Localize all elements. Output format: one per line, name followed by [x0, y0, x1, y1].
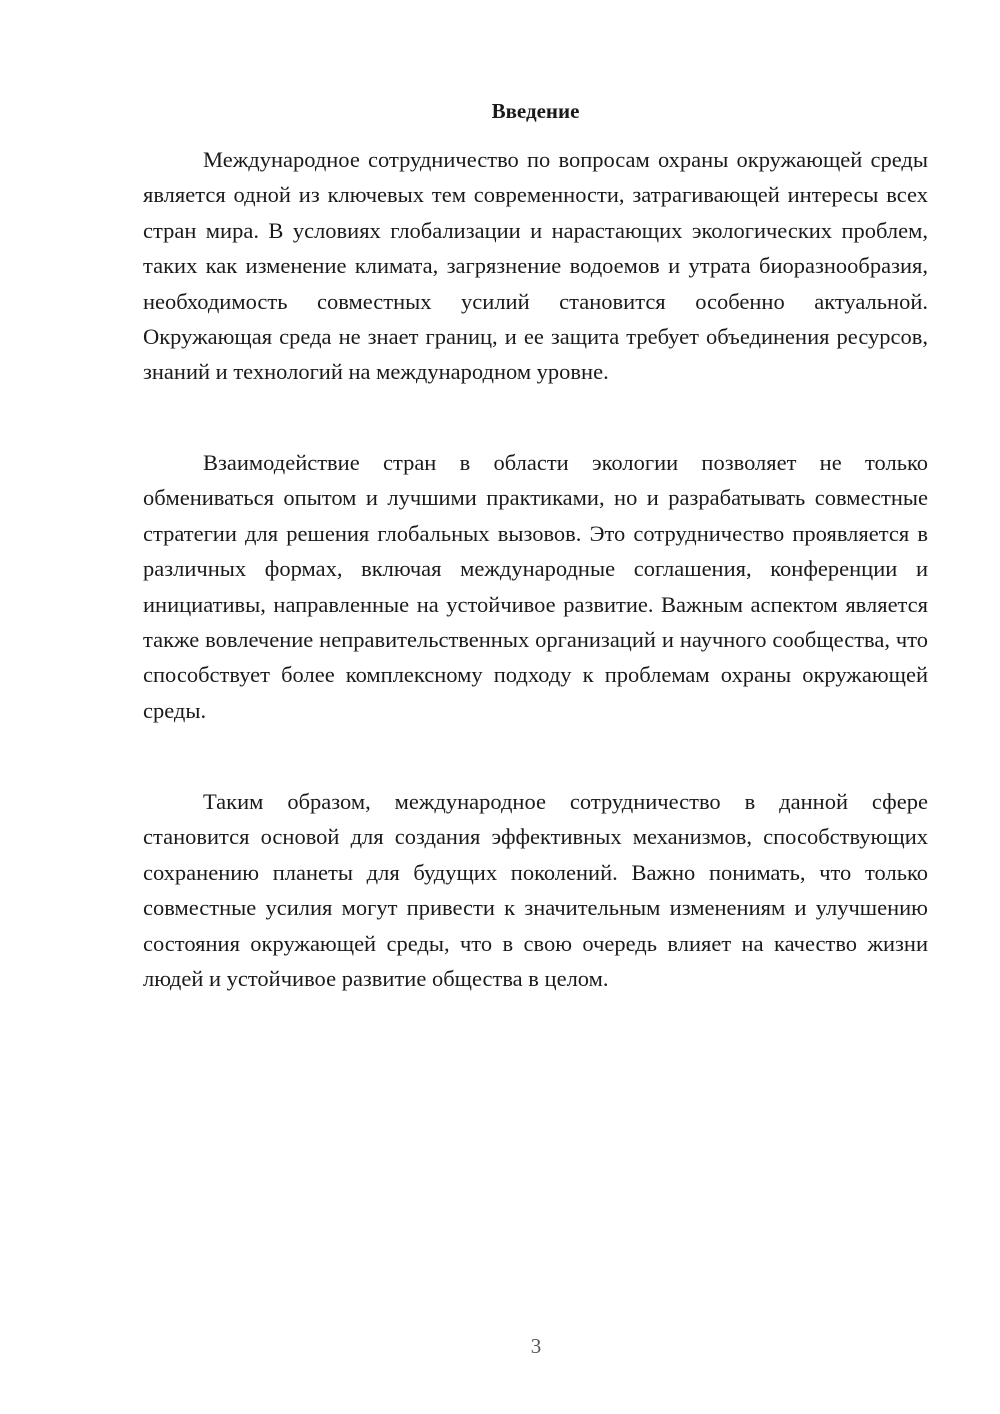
- paragraph-2: Взаимодействие стран в области экологии позволяет не только обмениваться опытом и лучшими практиками, но и разрабатывать совместные стратегии для решения глобальных вызовов. Это сотрудничество проявляется в различных формах, включая международные соглашения, конференции и инициативы, направленные на устойчивое развитие. Важным аспектом является также вовлечение неправительственных организаций и научного сообщества, что способствует более комплексному подходу к проблемам охраны окружающей среды.: [143, 450, 928, 723]
- page-number: 3: [530, 1334, 542, 1358]
- paragraph-3: Таким образом, международное сотрудничество в данной сфере становится основой для создания эффективных механизмов, способствующих сохранению планеты для будущих поколений. Важно понимать, что только совместные усилия могут привести к значительным изменениям и улучшению состояния окружающей среды, что в свою очередь влияет на качество жизни людей и устойчивое развитие общества в целом.: [143, 789, 928, 992]
- page-title: Введение: [491, 99, 580, 123]
- paragraph-1: Международное сотрудничество по вопросам охраны окружающей среды является одной из ключевых тем современности, затрагивающей интересы всех стран мира. В условиях глобализации и нарастающих экологических проблем, таких как изменение климата, загрязнение водоемов и утрата биоразнообразия, необходимость совместных усилий становится особенно актуальной. Окружающая среда не знает границ, и ее защита требует объединения ресурсов, знаний и технологий на международном уровне.: [143, 147, 928, 385]
